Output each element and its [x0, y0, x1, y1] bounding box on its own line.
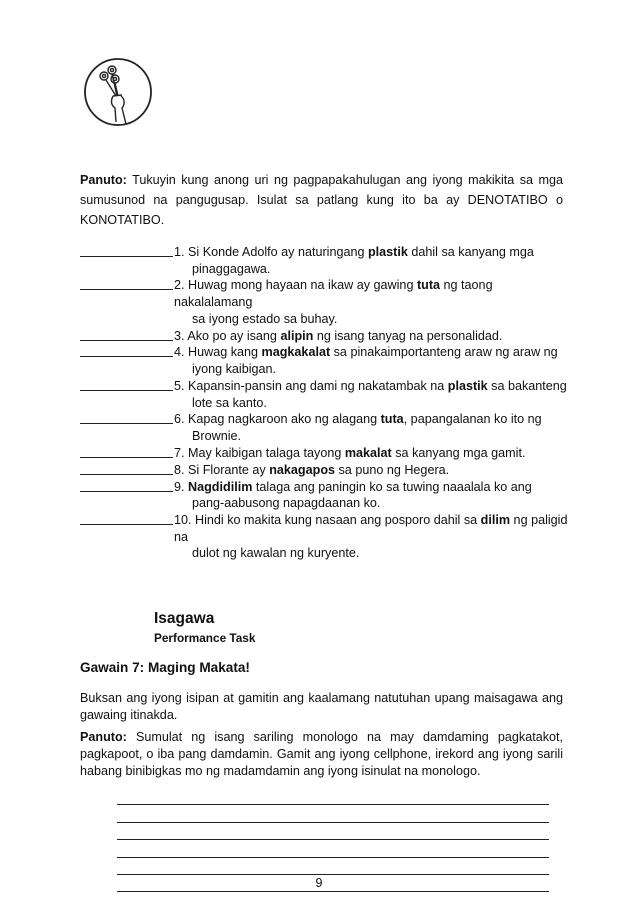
item-text: May kaibigan talaga tayong makalat sa kanyang mga gamit. [188, 445, 526, 460]
item-text-continued: dulot ng kawalan ng kuryente. [192, 546, 360, 561]
item-text: Kapag nagkaroon ako ng alagang tuta, papangalanan ko ito ng [188, 412, 542, 427]
page-number: 9 [315, 876, 323, 890]
exercise-item [80, 512, 570, 562]
writing-line[interactable] [117, 805, 549, 822]
item-text-continued: lote sa kanto. [192, 395, 267, 410]
exercise-list [80, 244, 570, 562]
exercise-item [80, 462, 570, 479]
item-text-continued: Brownie. [192, 429, 241, 444]
answer-blank[interactable] [80, 256, 173, 257]
answer-blank[interactable] [80, 457, 173, 458]
answer-blank[interactable] [80, 524, 173, 525]
exercise-item [80, 277, 570, 327]
item-text: Kapansin-pansin ang dami ng nakatambak na plastik sa bakanteng [188, 378, 567, 393]
item-number: 9. [174, 479, 189, 494]
item-text: Huwag mong hayaan na ikaw ay gawing tuta ng taong nakalalamang [174, 278, 493, 310]
item-text-continued: iyong kaibigan. [192, 362, 277, 377]
item-number: 5. [174, 378, 189, 393]
answer-blank[interactable] [80, 289, 173, 290]
writing-line[interactable] [117, 858, 549, 875]
item-number: 10. [174, 513, 196, 528]
exercise-item [80, 411, 570, 444]
item-text: Nagdidilim talaga ang paningin ko sa tuwing naaalala ko ang [188, 479, 532, 494]
item-number: 7. [174, 445, 189, 460]
answer-blank[interactable] [80, 390, 173, 391]
item-number: 4. [174, 345, 189, 360]
writing-line[interactable] [117, 840, 549, 857]
answer-blank[interactable] [80, 423, 173, 424]
item-text-continued: pang-aabusong napagdaanan ko. [192, 496, 381, 511]
item-text: Si Florante ay nakagapos sa puno ng Hegera. [188, 462, 450, 477]
instructions-label: Panuto: [80, 173, 127, 187]
exercise-item [80, 479, 570, 512]
writing-line[interactable] [117, 823, 549, 840]
item-text: Huwag kang magkakalat sa pinakaimportanteng araw ng araw ng [188, 345, 558, 360]
task-intro: Buksan ang iyong isipan at gamitin ang kaalamang natutuhan upang maisagawa ang gawaing itinakda. [80, 691, 563, 722]
item-number: 3. [174, 328, 188, 343]
item-text: Hindi ko makita kung nasaan ang posporo dahil sa dilim ng paligid na [174, 513, 568, 544]
item-number: 8. [174, 462, 189, 477]
section-subtitle: Performance Task [154, 631, 256, 645]
item-text: Ako po ay isang alipin ng isang tanyag na personalidad. [187, 328, 503, 343]
answer-blank[interactable] [80, 474, 173, 475]
answer-blank[interactable] [80, 340, 173, 341]
item-text-continued: pinaggagawa. [192, 261, 271, 276]
answer-blank[interactable] [80, 356, 173, 357]
exercise-item [80, 445, 570, 462]
item-number: 1. [174, 245, 189, 259]
task-instructions-label: Panuto: [80, 730, 127, 744]
item-number: 6. [174, 412, 189, 427]
section-title: Isagawa [154, 610, 215, 627]
item-text-continued: sa iyong estado sa buhay. [192, 311, 338, 326]
answer-blank[interactable] [80, 491, 173, 492]
exercise-item [80, 328, 570, 345]
item-number: 2. [174, 278, 189, 293]
task-instructions [80, 729, 563, 781]
exercise-item [80, 244, 570, 277]
task-title: Gawain 7: Maging Makata! [80, 660, 250, 675]
item-text: Si Konde Adolfo ay naturingang plastik dahil sa kanyang mga [188, 245, 534, 259]
exercise-item [80, 344, 570, 377]
instructions-paragraph [80, 170, 563, 230]
writing-line[interactable] [117, 788, 549, 805]
exercise-item [80, 378, 570, 411]
hand-holding-flowers-icon [82, 56, 154, 128]
task-instructions-text: Sumulat ng isang sariling monologo na may damdaming pagkatakot, pagkapoot, o iba pang damdamin. Gamit ang iyong cellphone, irekord ang iyong sarili habang binibigkas mo ng madamdamin ang iyong isinulat na monologo. [80, 730, 564, 779]
instructions-text: Tukuyin kung anong uri ng pagpapakahulugan ang iyong makikita sa mga sumusunod na pangugusap. Isulat sa patlang kung ito ba ay DENOTATIBO o KONOTATIBO. [80, 173, 563, 227]
